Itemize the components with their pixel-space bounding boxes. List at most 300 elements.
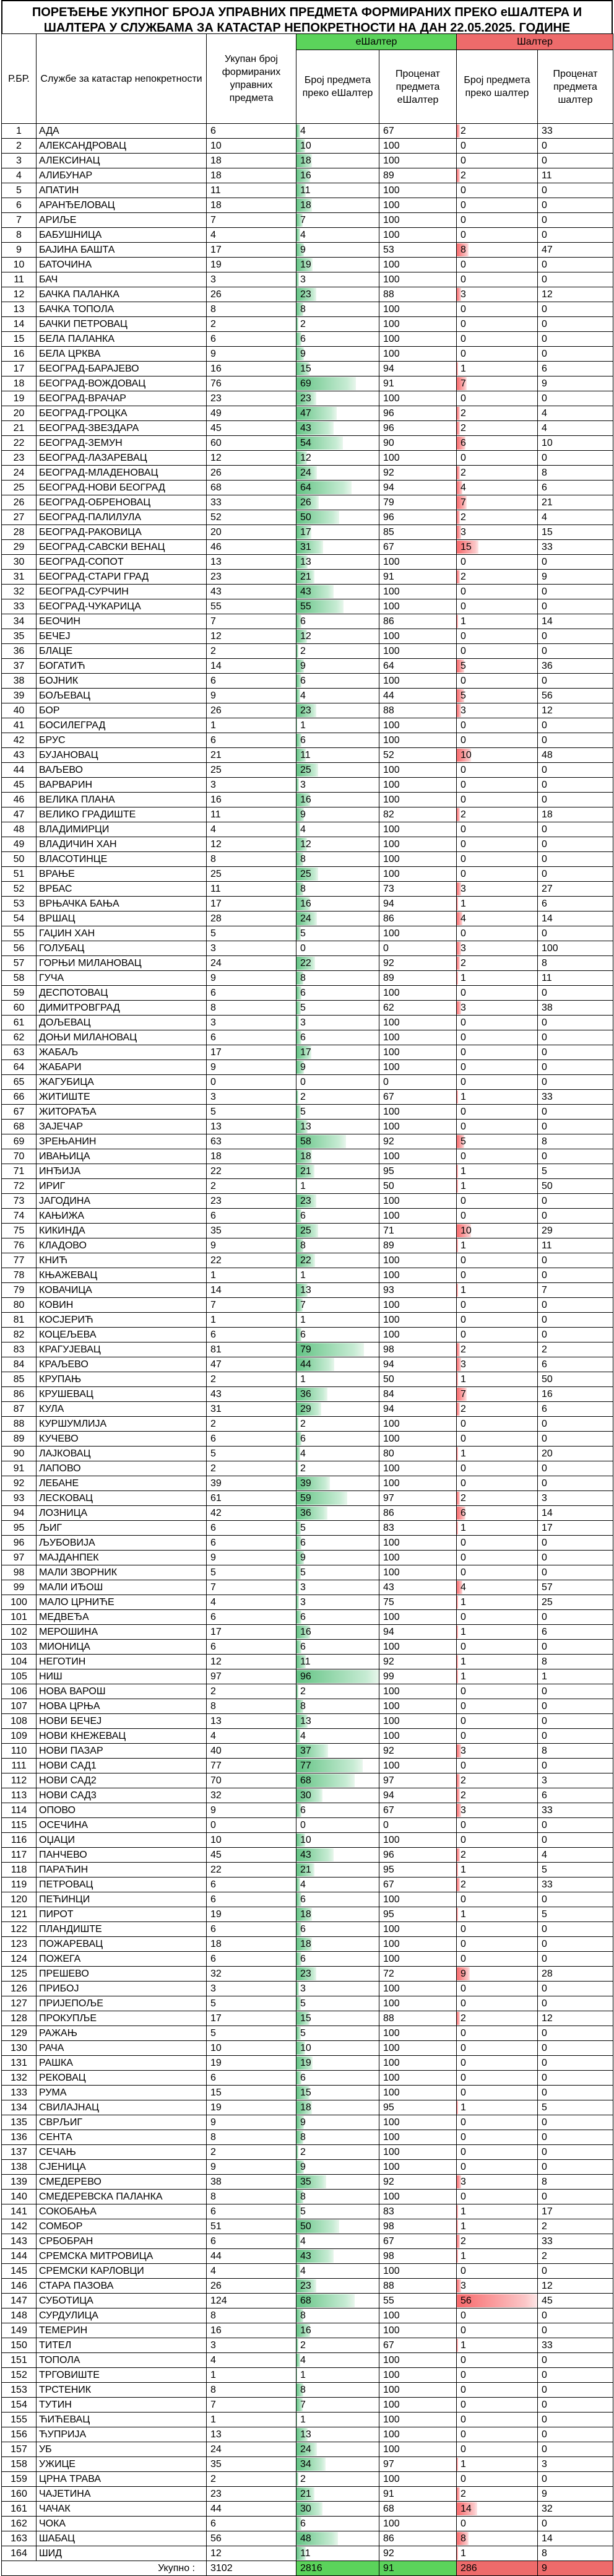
cell-ukupno: 8 [207,2190,296,2204]
cell-value: 13 [300,1716,311,1726]
cell-value: 37 [300,1746,311,1756]
cell-rbr: 148 [2,2308,37,2323]
table-row [2,614,613,629]
cell-value: 7 [460,378,466,389]
cell-rbr: 22 [2,436,37,451]
cell-salter-broj [457,2502,538,2517]
total-esalter-procenat: 91 [379,2561,457,2576]
cell-salter-procenat: 0 [538,1982,613,1996]
cell-sluzba: ПЕЋИНЦИ [37,1892,207,1907]
cell-ukupno: 21 [207,748,296,763]
cell-rbr: 150 [2,2338,37,2353]
cell-ukupno: 46 [207,540,296,555]
cell-rbr: 24 [2,466,37,481]
cell-value: 7 [460,1389,466,1399]
cell-value: 25 [300,1225,311,1236]
cell-ukupno: 6 [207,332,296,347]
cell-rbr: 100 [2,1595,37,1610]
cell-sluzba: ЖАГУБИЦА [37,1075,207,1090]
cell-value: 0 [460,2058,466,2068]
table-row [2,1016,613,1030]
cell-esalter-procenat: 100 [379,1640,457,1655]
cell-value: 2 [460,572,466,582]
header-esalter-broj: Број предмета преко еШалтер [296,50,379,124]
cell-esalter-broj [296,2546,379,2561]
cell-salter-broj [457,718,538,733]
cell-sluzba: БЕОГРАД-САВСКИ ВЕНАЦ [37,540,207,555]
cell-esalter-broj [296,258,379,272]
cell-value: 3 [460,705,466,716]
cell-salter-procenat: 45 [538,2294,613,2308]
cell-rbr: 117 [2,1848,37,1863]
table-row [2,525,613,540]
cell-esalter-procenat: 99 [379,1669,457,1684]
cell-esalter-procenat: 98 [379,2249,457,2264]
cell-sluzba: ПИРОТ [37,1907,207,1922]
cell-sluzba: БЛАЦЕ [37,644,207,659]
cell-value: 54 [300,438,311,448]
cell-esalter-broj [296,1224,379,1238]
cell-esalter-broj [296,2204,379,2219]
cell-salter-broj [457,733,538,748]
cell-salter-procenat: 0 [538,213,613,228]
cell-rbr: 59 [2,986,37,1001]
cell-esalter-broj [296,1521,379,1536]
cell-value: 5 [300,2028,306,2039]
cell-esalter-procenat: 100 [379,2056,457,2071]
cell-salter-procenat: 0 [538,1461,613,1476]
cell-value: 68 [300,1775,311,1786]
cell-rbr: 57 [2,956,37,971]
cell-value: 1 [460,1181,466,1191]
cell-value: 6 [460,1508,466,1518]
cell-value: 0 [460,2310,466,2321]
cell-sluzba: МЕДВЕЂА [37,1610,207,1625]
cell-ukupno: 11 [207,807,296,822]
cell-salter-broj [457,376,538,391]
cell-esalter-procenat: 100 [379,183,457,198]
cell-salter-procenat: 1 [538,1669,613,1684]
cell-esalter-procenat: 93 [379,1283,457,1298]
table-row [2,1328,613,1342]
cell-ukupno: 6 [207,2517,296,2531]
table-row [2,1387,613,1402]
cell-salter-broj [457,1417,538,1432]
cell-rbr: 78 [2,1268,37,1283]
cell-esalter-procenat: 100 [379,674,457,689]
cell-esalter-broj [296,2249,379,2264]
table-row [2,852,613,867]
cell-esalter-broj [296,941,379,956]
cell-esalter-procenat: 84 [379,1387,457,1402]
cell-salter-broj [457,1357,538,1372]
cell-esalter-procenat: 67 [379,2338,457,2353]
cell-ukupno: 5 [207,1447,296,1461]
cell-sluzba: ОПОВО [37,1803,207,1818]
table-row [2,822,613,837]
table-row [2,1684,613,1699]
cell-esalter-procenat: 100 [379,258,457,272]
cell-sluzba: СОМБОР [37,2219,207,2234]
cell-value: 3 [460,1003,466,1013]
table-row [2,481,613,495]
cell-ukupno: 44 [207,2249,296,2264]
cell-sluzba: ПРОКУПЉЕ [37,2011,207,2026]
table-row [2,451,613,466]
total-row [2,2561,613,2576]
cell-salter-procenat: 0 [538,926,613,941]
table-row [2,1045,613,1060]
cell-esalter-broj [296,1060,379,1075]
cell-value: 0 [460,230,466,240]
cell-sluzba: БУЈАНОВАЦ [37,748,207,763]
cell-value: 2 [300,2474,306,2484]
cell-sluzba: ЋУПРИЈА [37,2427,207,2442]
cell-salter-procenat: 0 [538,2145,613,2160]
cell-salter-broj [457,1714,538,1729]
cell-esalter-procenat: 100 [379,317,457,332]
cell-rbr: 91 [2,1461,37,1476]
cell-esalter-procenat: 100 [379,1060,457,1075]
cell-rbr: 132 [2,2071,37,2086]
cell-rbr: 158 [2,2457,37,2472]
cell-value: 0 [460,839,466,850]
cell-esalter-procenat: 100 [379,2353,457,2368]
cell-salter-broj [457,2026,538,2041]
cell-esalter-broj [296,2413,379,2427]
cell-salter-broj [457,1625,538,1640]
cell-salter-broj [457,971,538,986]
cell-rbr: 126 [2,1982,37,1996]
cell-salter-broj [457,1892,538,1907]
cell-esalter-broj [296,1863,379,1878]
table-row [2,941,613,956]
cell-value: 56 [460,2295,472,2306]
cell-salter-procenat: 5 [538,2100,613,2115]
cell-ukupno: 4 [207,228,296,243]
cell-value: 1 [460,1656,466,1667]
cell-sluzba: РАШКА [37,2056,207,2071]
cell-ukupno: 4 [207,822,296,837]
cell-sluzba: НОВИ БЕЧЕЈ [37,1714,207,1729]
cell-esalter-procenat: 95 [379,1863,457,1878]
cell-salter-broj [457,1610,538,1625]
cell-ukupno: 14 [207,1283,296,1298]
cell-sluzba: СРЕМСКА МИТРОВИЦА [37,2249,207,2264]
cell-esalter-procenat: 100 [379,644,457,659]
cell-ukupno: 25 [207,867,296,882]
cell-ukupno: 3 [207,1016,296,1030]
cell-value: 0 [460,824,466,835]
cell-salter-broj [457,258,538,272]
cell-rbr: 65 [2,1075,37,1090]
cell-ukupno: 19 [207,2100,296,2115]
cell-esalter-procenat: 96 [379,1848,457,1863]
cell-value: 5 [300,1998,306,2009]
cell-rbr: 119 [2,1878,37,1892]
cell-ukupno: 6 [207,1030,296,1045]
cell-salter-broj [457,2086,538,2100]
table-row [2,2502,613,2517]
cell-ukupno: 19 [207,258,296,272]
cell-sluzba: РУМА [37,2086,207,2100]
cell-esalter-broj [296,2353,379,2368]
cell-rbr: 72 [2,1179,37,1194]
cell-value: 5 [300,1567,306,1578]
cell-ukupno: 22 [207,1253,296,1268]
table-row [2,495,613,510]
cell-esalter-broj [296,1848,379,1863]
table-row [2,2145,613,2160]
cell-salter-procenat: 8 [538,2175,613,2190]
cell-esalter-broj [296,139,379,154]
cell-salter-procenat: 0 [538,1417,613,1432]
cell-esalter-broj [296,213,379,228]
cell-value: 9 [300,661,306,671]
cell-salter-procenat: 11 [538,971,613,986]
cell-salter-procenat: 6 [538,1357,613,1372]
cell-esalter-procenat: 94 [379,1788,457,1803]
cell-value: 0 [460,2474,466,2484]
cell-salter-procenat: 2 [538,2219,613,2234]
cell-sluzba: БЕОГРАД-ПАЛИЛУЛА [37,510,207,525]
cell-value: 0 [300,943,306,954]
table-row [2,2175,613,2190]
cell-salter-procenat: 12 [538,287,613,302]
cell-salter-procenat: 8 [538,956,613,971]
cell-ukupno: 9 [207,1551,296,1565]
cell-sluzba: БЕОГРАД-ВРАЧАР [37,391,207,406]
cell-salter-broj [457,2472,538,2487]
cell-sluzba: КАЊИЖА [37,1209,207,1224]
cell-salter-procenat: 33 [538,1878,613,1892]
cell-salter-broj [457,1491,538,1506]
cell-ukupno: 1 [207,1313,296,1328]
cell-value: 50 [300,2221,311,2232]
cell-ukupno: 4 [207,2264,296,2279]
cell-esalter-broj [296,376,379,391]
table-row [2,1149,613,1164]
cell-rbr: 67 [2,1105,37,1120]
cell-value: 2 [460,1493,466,1503]
table-row [2,1625,613,1640]
cell-sluzba: БЕОГРАД-МЛАДЕНОВАЦ [37,466,207,481]
cell-value: 4 [300,824,306,835]
table-row [2,1655,613,1669]
cell-value: 0 [460,141,466,151]
cell-salter-broj [457,1818,538,1833]
cell-value: 0 [460,1329,466,1340]
cell-esalter-broj [296,585,379,599]
cell-value: 2 [460,1404,466,1414]
cell-esalter-procenat: 88 [379,2279,457,2294]
cell-value: 96 [300,1671,311,1682]
cell-value: 7 [300,2400,306,2410]
cell-salter-broj [457,2279,538,2294]
cell-value: 0 [460,1211,466,1221]
cell-sluzba: БАТОЧИНА [37,258,207,272]
cell-value: 6 [300,1538,306,1548]
cell-sluzba: БЕОГРАД-СОПОТ [37,555,207,570]
cell-sluzba: ТРГОВИШТЕ [37,2368,207,2383]
cell-rbr: 128 [2,2011,37,2026]
cell-salter-broj [457,793,538,807]
cell-esalter-procenat: 100 [379,1759,457,1773]
cell-esalter-procenat: 100 [379,763,457,778]
cell-esalter-broj [296,1937,379,1952]
table-row [2,1922,613,1937]
cell-salter-procenat: 33 [538,124,613,139]
cell-ukupno: 12 [207,2546,296,2561]
cell-value: 4 [300,230,306,240]
cell-value: 1 [460,616,466,627]
cell-esalter-procenat: 95 [379,2100,457,2115]
cell-rbr: 7 [2,213,37,228]
cell-salter-broj [457,956,538,971]
table-row [2,1714,613,1729]
cell-rbr: 23 [2,451,37,466]
cell-value: 0 [460,1463,466,1474]
cell-value: 0 [460,646,466,656]
cell-ukupno: 2 [207,1179,296,1194]
cell-rbr: 140 [2,2190,37,2204]
cell-esalter-procenat: 67 [379,1803,457,1818]
cell-salter-broj [457,2056,538,2071]
cell-sluzba: ОСЕЧИНА [37,1818,207,1833]
cell-ukupno: 38 [207,2175,296,2190]
cell-rbr: 18 [2,376,37,391]
cell-esalter-broj [296,1907,379,1922]
cell-salter-broj [457,2353,538,2368]
cell-value: 7 [460,497,466,508]
cell-salter-procenat: 0 [538,1952,613,1967]
table-row [2,1967,613,1982]
cell-value: 0 [460,869,466,879]
cell-esalter-procenat: 96 [379,406,457,421]
cell-esalter-broj [296,1580,379,1595]
cell-rbr: 123 [2,1937,37,1952]
cell-esalter-broj [296,1878,379,1892]
table-row [2,198,613,213]
cell-esalter-broj [296,1149,379,1164]
cell-sluzba: КОСЈЕРИЋ [37,1313,207,1328]
cell-value: 18 [300,2102,311,2113]
cell-esalter-broj [296,1461,379,1476]
cell-value: 35 [300,2177,311,2187]
cell-salter-broj [457,1863,538,1878]
table-row [2,1060,613,1075]
cell-sluzba: БЕОГРАД-ЗЕМУН [37,436,207,451]
cell-esalter-procenat: 100 [379,1209,457,1224]
cell-salter-broj [457,228,538,243]
cell-salter-broj [457,778,538,793]
cell-salter-procenat: 15 [538,525,613,540]
cell-value: 2 [300,646,306,656]
cell-ukupno: 12 [207,629,296,644]
cell-salter-procenat: 0 [538,1328,613,1342]
cell-esalter-procenat: 44 [379,689,457,703]
cell-ukupno: 23 [207,2487,296,2502]
cell-esalter-broj [296,793,379,807]
cell-salter-broj [457,124,538,139]
table-row [2,807,613,822]
cell-value: 1 [460,1597,466,1608]
cell-esalter-broj [296,347,379,362]
cell-value: 1 [460,1627,466,1637]
cell-salter-procenat: 32 [538,2502,613,2517]
cell-salter-broj [457,2338,538,2353]
cell-esalter-procenat: 97 [379,1773,457,1788]
cell-sluzba: ИРИГ [37,1179,207,1194]
cell-rbr: 86 [2,1387,37,1402]
cell-salter-procenat: 11 [538,1238,613,1253]
cell-ukupno: 9 [207,2160,296,2175]
cell-esalter-procenat: 100 [379,391,457,406]
cell-esalter-broj [296,436,379,451]
cell-value: 0 [460,2385,466,2395]
cell-value: 21 [300,1166,311,1177]
cell-esalter-procenat: 90 [379,436,457,451]
cell-salter-procenat: 57 [538,1580,613,1595]
cell-esalter-broj [296,867,379,882]
table-row [2,2160,613,2175]
cell-salter-broj [457,1209,538,1224]
cell-value: 12 [300,631,311,642]
report-title: ПОРЕЂЕЊЕ УКУПНОГ БРОЈА УПРАВНИХ ПРЕДМЕТА ФОРМИРАНИХ ПРЕКО еШАЛТЕРА И ШАЛТЕРА У СЛУЖБАМА ЗА КАТАСТАР НЕПОКРЕТНОСТИ НА ДАН 22.05.2025. ГОДИНЕ [1,0,613,33]
cell-rbr: 54 [2,912,37,926]
cell-salter-procenat: 0 [538,2071,613,2086]
cell-value: 1 [460,2340,466,2351]
cell-sluzba: НОВА ВАРОШ [37,1684,207,1699]
cell-ukupno: 5 [207,2026,296,2041]
cell-sluzba: ЛЕБАНЕ [37,1476,207,1491]
cell-salter-procenat: 0 [538,451,613,466]
cell-sluzba: УЖИЦЕ [37,2457,207,2472]
cell-sluzba: ТОПОЛА [37,2353,207,2368]
cell-esalter-procenat: 85 [379,525,457,540]
cell-rbr: 96 [2,1536,37,1551]
cell-rbr: 108 [2,1714,37,1729]
cell-salter-broj [457,2249,538,2264]
cell-ukupno: 13 [207,555,296,570]
cell-esalter-broj [296,1729,379,1744]
cell-salter-broj [457,183,538,198]
cell-salter-procenat: 0 [538,599,613,614]
cell-value: 0 [460,2325,466,2336]
cell-esalter-broj [296,2175,379,2190]
cell-sluzba: АЛЕКСИНАЦ [37,154,207,168]
cell-rbr: 38 [2,674,37,689]
cell-value: 0 [460,2355,466,2365]
cell-ukupno: 32 [207,1788,296,1803]
cell-salter-procenat: 0 [538,2160,613,2175]
cell-value: 13 [300,2429,311,2440]
cell-esalter-procenat: 100 [379,2413,457,2427]
cell-salter-broj [457,2264,538,2279]
cell-value: 0 [460,676,466,686]
cell-value: 2 [460,809,466,820]
cell-esalter-broj [296,1536,379,1551]
cell-rbr: 144 [2,2249,37,2264]
cell-esalter-broj [296,733,379,748]
cell-esalter-broj [296,198,379,213]
cell-value: 43 [300,1850,311,1860]
cell-salter-procenat: 33 [538,2338,613,2353]
cell-value: 0 [460,2162,466,2172]
cell-esalter-broj [296,2011,379,2026]
cell-sluzba: КРУПАЊ [37,1372,207,1387]
cell-salter-procenat: 4 [538,421,613,436]
